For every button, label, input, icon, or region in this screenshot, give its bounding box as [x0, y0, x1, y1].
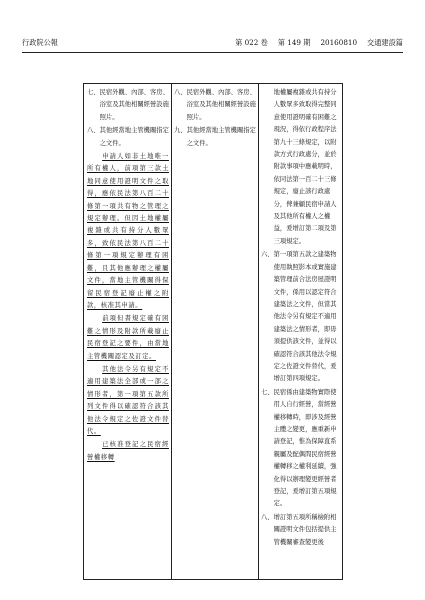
item-text: 第一項第五款之建築物使用執照影本或實施建築管理前合法房屋證明文件，係用以認定符合建築法之文件，但當其他法令另有規定不適用建築法之情形者，即毋須提供該文件，並得以確認符合該其他法令規定之佐證文件替代，爰增訂第四項規定。	[273, 251, 337, 383]
item-number: 八、	[87, 127, 100, 135]
item-text: 其他經當地主管機關指定之文件。	[99, 127, 169, 147]
item-number: 七、	[87, 89, 100, 96]
column-divider	[171, 84, 172, 579]
item-number: 九、	[174, 127, 187, 135]
list-item	[261, 249, 341, 385]
item-number: 六、	[261, 251, 274, 259]
issue-number: 第 149 期	[277, 38, 311, 47]
list-item	[87, 87, 169, 124]
list-item	[87, 125, 169, 150]
header-rule	[22, 52, 403, 53]
amended-text-column	[87, 87, 169, 579]
section-name: 交通建設篇	[367, 38, 403, 47]
list-item	[174, 125, 256, 150]
comparison-table	[83, 83, 343, 580]
item-text: 地權屬複雜或共有持分人數眾多致取得完整同意使用證明確有困難之現況，得依行政程序法第九十三條規定，以附款方式行政處分，並於附款事項中應載明時，依同法第一百二十三條規定，廢止該行政處分，俾兼顧民宿申請人及其他所有權人之權益，爰增訂第二項及第三項規定。	[273, 89, 337, 245]
list-item	[261, 87, 341, 248]
amended-paragraph: 其他法令另有規定不適用建築法全部或一部之情形者，第一項第五款所列文件得以確認符合該其他法令規定之佐證文件替代。	[87, 365, 169, 435]
explanation-column	[261, 87, 341, 579]
list-item	[174, 87, 256, 124]
item-text: 民宿係由建築物實際使用人自行經營，當經營權移轉時，即涉及經營主體之變更，應重新申請登記，惟為保障直系親屬及配偶間民宿經營權轉移之權利延續，強化得以辦理變更經營者登記，爰增訂第五項規定。	[273, 388, 337, 508]
header-meta	[235, 38, 403, 48]
item-text: 民宿外觀、內部、客房、浴室及其他相關經營設施照片。	[99, 89, 169, 121]
item-text: 增訂第五項所稱檢附相關證明文件包括提供主管機關審查變更後	[273, 513, 337, 546]
page-header	[22, 35, 403, 51]
item-number: 八、	[174, 89, 187, 96]
list-item	[261, 387, 341, 511]
item-text: 其他經當地主管機關指定之文件。	[186, 127, 256, 147]
amended-paragraph: 申請人如非土地唯一所有權人，前項第三款土地同意使用證明文件之取得，應依民法第八百二十條第一項共有物之管理之規定辦理。但因土地權屬複雜或共有持分人數眾多，致依民法第八百二十條第一項規定辦理有困難，且其他應辦理之權屬文件，當地主管機關得保留民宿登記廢止權之附款，核准其申請。	[87, 153, 169, 309]
item-number: 七、	[261, 388, 274, 396]
amended-paragraph: 已核准登記之民宿經營權移轉	[87, 441, 169, 461]
current-text-column	[174, 87, 256, 579]
column-divider	[258, 84, 259, 579]
volume-number: 第 022 卷	[235, 38, 268, 47]
amended-paragraph: 前項但書規定確有困難之情形及附款所載廢止民宿登記之要件，由當地主管機關認定及訂定。	[87, 315, 169, 360]
list-item	[261, 512, 341, 549]
item-number: 八、	[261, 513, 274, 521]
issue-date: 20160810	[320, 38, 358, 47]
item-text: 民宿外觀、內部、客房、浴室及其他相關經營設施照片。	[186, 89, 256, 121]
gazette-title: 行政院公報	[22, 38, 58, 47]
